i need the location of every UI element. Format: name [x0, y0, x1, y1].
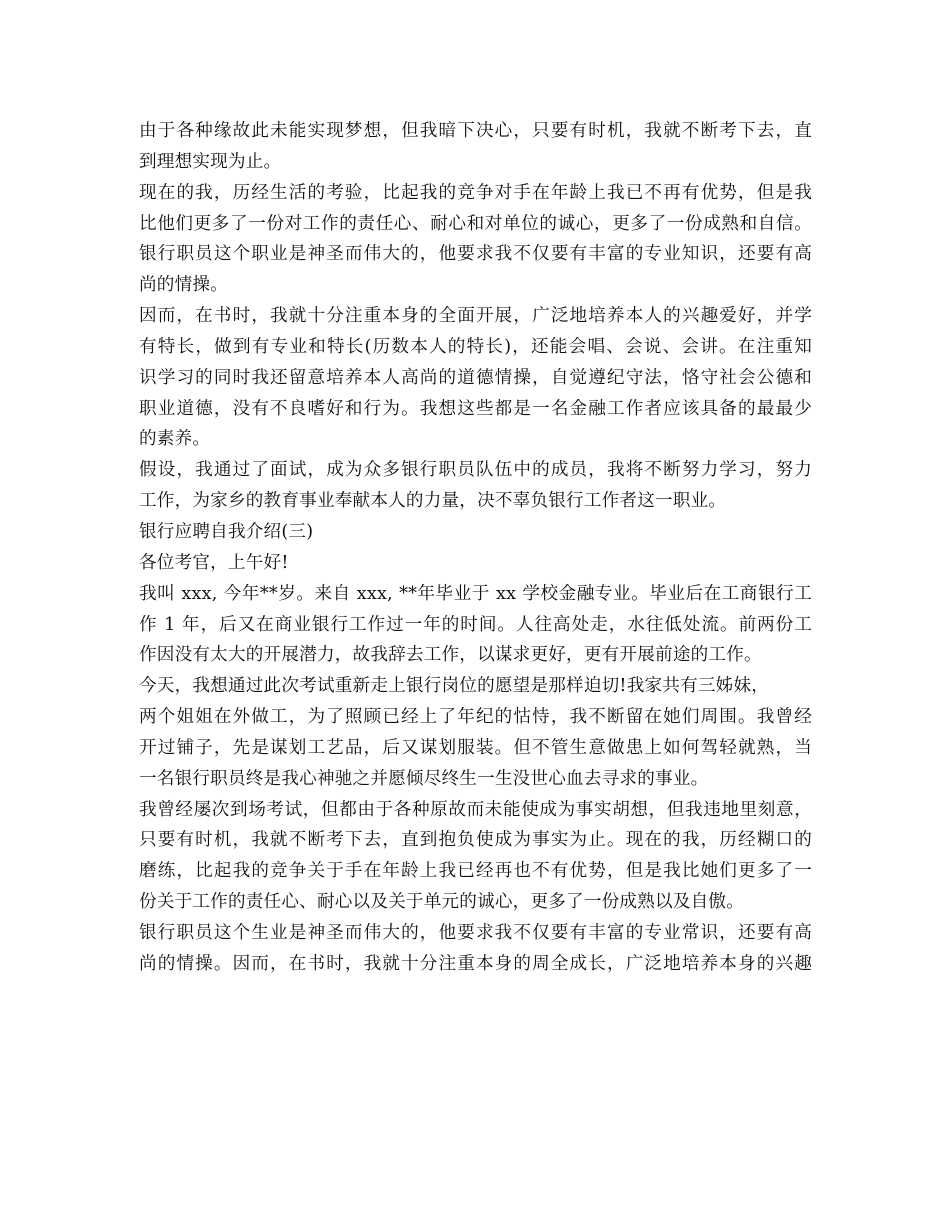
- text-line: 份关于工作的责任心、耐心以及关于单元的诚心，更多了一份成熟以及自傲。: [139, 892, 744, 913]
- text-line: 我曾经屡次到场考试，但都由于各种原故而未能使成为事实胡想，但我违地里刻意，: [139, 799, 812, 820]
- text-line: 一名银行职员终是我心神驰之并愿倾尽终生一生没世心血去寻求的事业。: [139, 768, 709, 789]
- text-line: 尚的情操。: [139, 275, 228, 296]
- text-line: 职业道德，没有不良嗜好和行为。我想这些都是一名金融工作者应该具备的最最少: [139, 398, 812, 419]
- document-body: [139, 116, 814, 980]
- section-heading: 银行应聘自我介绍(三): [139, 521, 314, 542]
- text-line: 今天，我想通过此次考试重新走上银行岗位的愿望是那样迫切!我家共有三姊妹，: [139, 676, 770, 697]
- text-line: 假设，我通过了面试，成为众多银行职员队伍中的成员，我将不断努力学习，努力: [139, 460, 812, 481]
- text-line: 两个姐姐在外做工，为了照顾已经上了年纪的怙恃，我不断留在她们周围。我曾经: [139, 707, 812, 728]
- text-line: 有特长，做到有专业和特长(历数本人的特长)，还能会唱、会说、会讲。在注重知: [139, 336, 812, 357]
- text-line: 尚的情操。因而，在书时，我就十分注重本身的周全成长，广泛地培养本身的兴趣: [139, 953, 812, 974]
- text-line: 我叫 xxx, 今年**岁。来自 xxx, **年毕业于 xx 学校金融专业。毕业后在工商银行工: [139, 583, 812, 604]
- text-line: 到理想实现为止。: [139, 151, 282, 172]
- text-line: 只要有时机，我就不断考下去，直到抱负使成为事实为止。现在的我，历经糊口的: [139, 830, 812, 851]
- text-line: 作因没有太大的开展潜力，故我辞去工作，以谋求更好，更有开展前途的工作。: [139, 645, 762, 666]
- text-line: 工作，为家乡的教育事业奉献本人的力量，决不辜负银行工作者这一职业。: [139, 491, 727, 512]
- text-line: 银行职员这个生业是神圣而伟大的，他要求我不仅要有丰富的专业常识，还要有高: [139, 922, 812, 943]
- text-line: 因而，在书时，我就十分注重本身的全面开展，广泛地培养本人的兴趣爱好，并学: [139, 306, 812, 327]
- text-line: 作 1 年，后又在商业银行工作过一年的时间。人往高处走，水往低处流。前两份工: [139, 614, 812, 635]
- text-line: 开过铺子，先是谋划工艺品，后又谋划服装。但不管生意做患上如何驾轻就熟，当: [139, 737, 812, 758]
- text-line: 的素养。: [139, 429, 211, 450]
- text-line: 现在的我，历经生活的考验，比起我的竞争对手在年龄上我已不再有优势，但是我: [139, 182, 812, 203]
- text-line: 由于各种缘故此未能实现梦想，但我暗下决心，只要有时机，我就不断考下去，直: [139, 121, 812, 141]
- text-line: 银行职员这个职业是神圣而伟大的，他要求我不仅要有丰富的专业知识，还要有高: [139, 244, 812, 265]
- text-line: 比他们更多了一份对工作的责任心、耐心和对单位的诚心，更多了一份成熟和自信。: [139, 213, 812, 234]
- text-line: 识学习的同时我还留意培养本人高尚的道德情操，自觉遵纪守法，恪守社会公德和: [139, 367, 812, 388]
- text-line: 磨练，比起我的竞争关于手在年龄上我已经再也不有优势，但是我比她们更多了一: [139, 861, 812, 882]
- greeting-line: 各位考官，上午好!: [139, 552, 289, 573]
